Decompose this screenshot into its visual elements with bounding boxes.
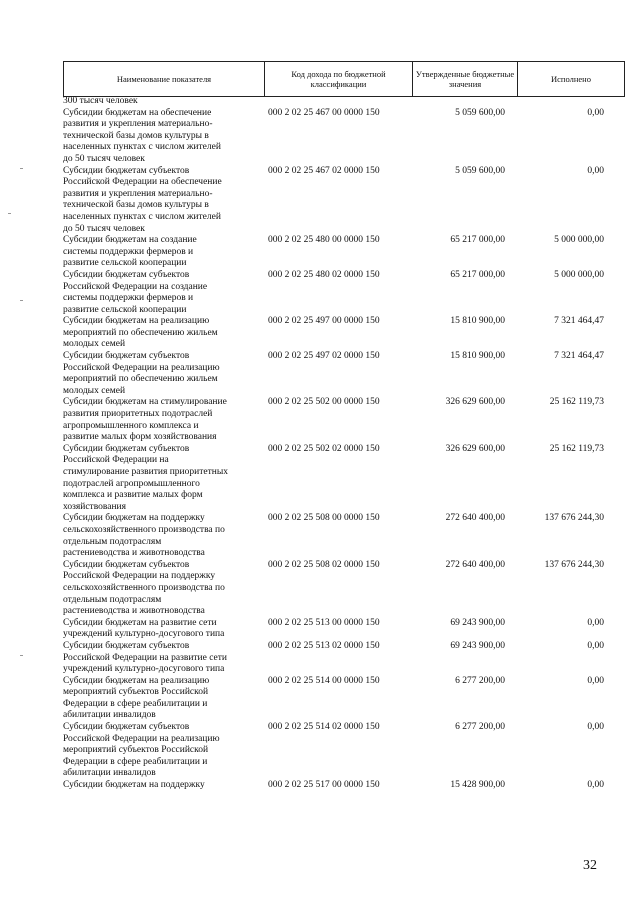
indicator-name [63,166,268,236]
table-row [63,96,604,108]
revenue-code: 000 2 02 25 467 02 0000 150 [268,165,380,176]
approved-value: 69 243 900,00 [450,640,505,651]
approved-value: 5 059 600,00 [455,107,505,118]
indicator-name-line: развитие сельской кооперации [63,304,187,315]
indicator-name-line: Субсидии бюджетам субъектов [63,165,190,176]
table-row [63,513,604,559]
approved-value: 272 640 400,00 [445,513,505,524]
approved-value: 6 277 200,00 [455,722,505,733]
indicator-name-line: развития и укрепления материально- [63,188,213,199]
executed-value: 5 000 000,00 [554,235,604,246]
table-row [63,676,604,722]
indicator-name-line: Субсидии бюджетам на создание [63,235,197,246]
header-indicator-name: Наименование показателя [64,62,265,97]
indicator-name [63,780,268,792]
revenue-code: 000 2 02 25 480 02 0000 150 [268,269,380,280]
indicator-name-line: до 50 тысяч человек [63,153,145,164]
indicator-name [63,235,268,270]
indicator-name-line: развития приоритетных подотраслей [63,409,213,420]
approved-value: 65 217 000,00 [450,235,505,246]
table-row [63,270,604,316]
executed-value: 25 162 119,73 [549,443,604,454]
revenue-code: 000 2 02 25 508 00 0000 150 [268,513,380,524]
table-row [63,397,604,443]
executed-value: 25 162 119,73 [549,397,604,408]
executed-value: 0,00 [587,107,604,118]
indicator-name [63,270,268,316]
indicator-name-line: населенных пунктах с числом жителей [63,142,221,153]
indicator-name-line: стимулирование развития приоритетных [63,467,228,477]
revenue-code: 000 2 02 25 497 02 0000 150 [268,351,380,362]
indicator-name-line: учреждений культурно-досугового типа [63,664,225,675]
indicator-name-line: Субсидии бюджетам на поддержку [63,513,205,524]
indicator-name-line: населенных пунктах с числом жителей [63,211,221,222]
indicator-name-line: Субсидии бюджетам на поддержку [63,780,205,791]
indicator-name-line: агропромышленного комплекса и [63,420,199,431]
table-header [63,61,625,97]
table-body [63,96,604,792]
executed-value: 5 000 000,00 [554,269,604,280]
indicator-name-line: развитие сельской кооперации [63,258,187,269]
approved-value: 69 243 900,00 [450,617,505,628]
scan-mark [20,300,23,301]
indicator-name [63,641,268,676]
executed-value: 7 321 464,47 [554,351,604,362]
indicator-name [63,108,268,166]
indicator-name-line: Российской Федерации на обеспечение [63,177,222,188]
indicator-name-line: Субсидии бюджетам субъектов [63,443,190,454]
indicator-name-line: растениеводства и животноводства [63,606,205,617]
revenue-code: 000 2 02 25 508 02 0000 150 [268,559,380,570]
table-row [63,618,604,641]
approved-value: 272 640 400,00 [445,559,505,570]
indicator-name-line: подотраслей агропромышленного [63,478,200,489]
indicator-name-line: мероприятий субъектов Российской [63,687,209,698]
approved-value: 326 629 600,00 [445,397,505,408]
executed-value: 7 321 464,47 [554,316,604,327]
indicator-name-line: сельскохозяйственного производства по [63,582,225,593]
indicator-name-line: Субсидии бюджетам субъектов [63,722,190,733]
indicator-name-line: Субсидии бюджетам субъектов [63,640,190,651]
indicator-name-line: молодых семей [63,385,126,396]
indicator-name [63,316,268,351]
executed-value: 0,00 [587,640,604,651]
indicator-name-line: Субсидии бюджетам субъектов [63,559,190,570]
indicator-name-line: мероприятий по обеспечению жильем [63,374,218,385]
table-row [63,444,604,514]
approved-value: 15 810 900,00 [450,351,505,362]
approved-value: 65 217 000,00 [450,269,505,280]
scan-mark [20,168,23,169]
indicator-name [63,618,268,641]
indicator-name-line: абилитации инвалидов [63,768,156,779]
approved-value: 326 629 600,00 [445,443,505,454]
approved-value [404,96,505,108]
indicator-name-line: технической базы домов культуры в [63,200,209,211]
indicator-name-line: Российской Федерации на [63,455,169,466]
indicator-name-line: молодых семей [63,339,126,350]
executed-value [505,96,604,108]
revenue-code: 000 2 02 25 502 02 0000 150 [268,443,380,454]
revenue-code: 000 2 02 25 513 02 0000 150 [268,640,380,651]
page-number: 32 [583,858,597,873]
indicator-name-line: Федерации в сфере реабилитации и [63,756,208,767]
indicator-name-line: Субсидии бюджетам на обеспечение [63,107,212,118]
executed-value: 0,00 [587,780,604,791]
table-row [63,166,604,236]
revenue-code: 000 2 02 25 480 00 0000 150 [268,235,380,246]
table-row [63,780,604,792]
indicator-name-line: учреждений культурно-досугового типа [63,629,225,640]
table-row [63,316,604,351]
executed-value: 0,00 [587,617,604,628]
executed-value: 137 676 244,30 [544,559,604,570]
indicator-name [63,397,268,443]
indicator-name-line: отдельным подотраслям [63,594,162,605]
executed-value: 0,00 [587,722,604,733]
approved-value: 15 810 900,00 [450,316,505,327]
indicator-name-line: Российской Федерации на реализацию [63,362,220,373]
indicator-name-line: комплекса и развитие малых форм [63,490,203,501]
indicator-name-line: растениеводства и животноводства [63,548,205,559]
indicator-name [63,513,268,559]
table-row [63,351,604,397]
revenue-code: 000 2 02 25 517 00 0000 150 [268,780,380,791]
scan-mark [20,655,23,656]
indicator-name-line: хозяйствования [63,501,126,512]
scan-mark [8,213,11,214]
executed-value: 0,00 [587,165,604,176]
table-row [63,560,604,618]
header-approved-values: Утвержденные бюджетные значения [413,62,518,97]
indicator-name-line: 300 тысяч человек [63,96,138,106]
revenue-code: 000 2 02 25 514 00 0000 150 [268,675,380,686]
executed-value: 137 676 244,30 [544,513,604,524]
indicator-name-line: системы поддержки фермеров и [63,246,194,257]
indicator-name-line: Российской Федерации на создание [63,281,208,292]
indicator-name [63,722,268,780]
indicator-name-line: Российской Федерации на реализацию [63,733,220,744]
indicator-name-line: Субсидии бюджетам субъектов [63,269,190,280]
table-row [63,108,604,166]
revenue-code [268,96,404,108]
indicator-name-line: Российской Федерации на развитие сети [63,652,228,663]
approved-value: 15 428 900,00 [450,780,505,791]
approved-value: 5 059 600,00 [455,165,505,176]
indicator-name [63,676,268,722]
header-executed: Исполнено [518,62,625,97]
indicator-name-line: Субсидии бюджетам на развитие сети [63,617,217,628]
indicator-name-line: Субсидии бюджетам на реализацию [63,316,210,327]
indicator-name [63,96,268,108]
table-row [63,641,604,676]
table-row [63,235,604,270]
indicator-name-line: системы поддержки фермеров и [63,293,194,304]
revenue-code: 000 2 02 25 502 00 0000 150 [268,397,380,408]
indicator-name-line: абилитации инвалидов [63,710,156,721]
indicator-name-line: технической базы домов культуры в [63,130,209,141]
revenue-code: 000 2 02 25 514 02 0000 150 [268,722,380,733]
indicator-name-line: до 50 тысяч человек [63,223,145,234]
indicator-name-line: Федерации в сфере реабилитации и [63,698,208,709]
indicator-name-line: Субсидии бюджетам на реализацию [63,675,210,686]
indicator-name-line: Субсидии бюджетам на стимулирование [63,397,227,408]
indicator-name [63,560,268,618]
indicator-name-line: мероприятий по обеспечению жильем [63,327,218,338]
revenue-code: 000 2 02 25 513 00 0000 150 [268,617,380,628]
indicator-name-line: Субсидии бюджетам субъектов [63,351,190,362]
table-row [63,722,604,780]
revenue-code: 000 2 02 25 467 00 0000 150 [268,107,380,118]
indicator-name-line: отдельным подотраслям [63,536,162,547]
header-revenue-code: Код дохода по бюджетной классификации [265,62,413,97]
indicator-name-line: Российской Федерации на поддержку [63,571,216,582]
indicator-name-line: развитие малых форм хозяйствования [63,432,217,443]
executed-value: 0,00 [587,675,604,686]
indicator-name [63,351,268,397]
indicator-name-line: сельскохозяйственного производства по [63,524,225,535]
indicator-name [63,444,268,514]
indicator-name-line: мероприятий субъектов Российской [63,745,209,756]
indicator-name-line: развития и укрепления материально- [63,119,213,130]
revenue-code: 000 2 02 25 497 00 0000 150 [268,316,380,327]
approved-value: 6 277 200,00 [455,675,505,686]
